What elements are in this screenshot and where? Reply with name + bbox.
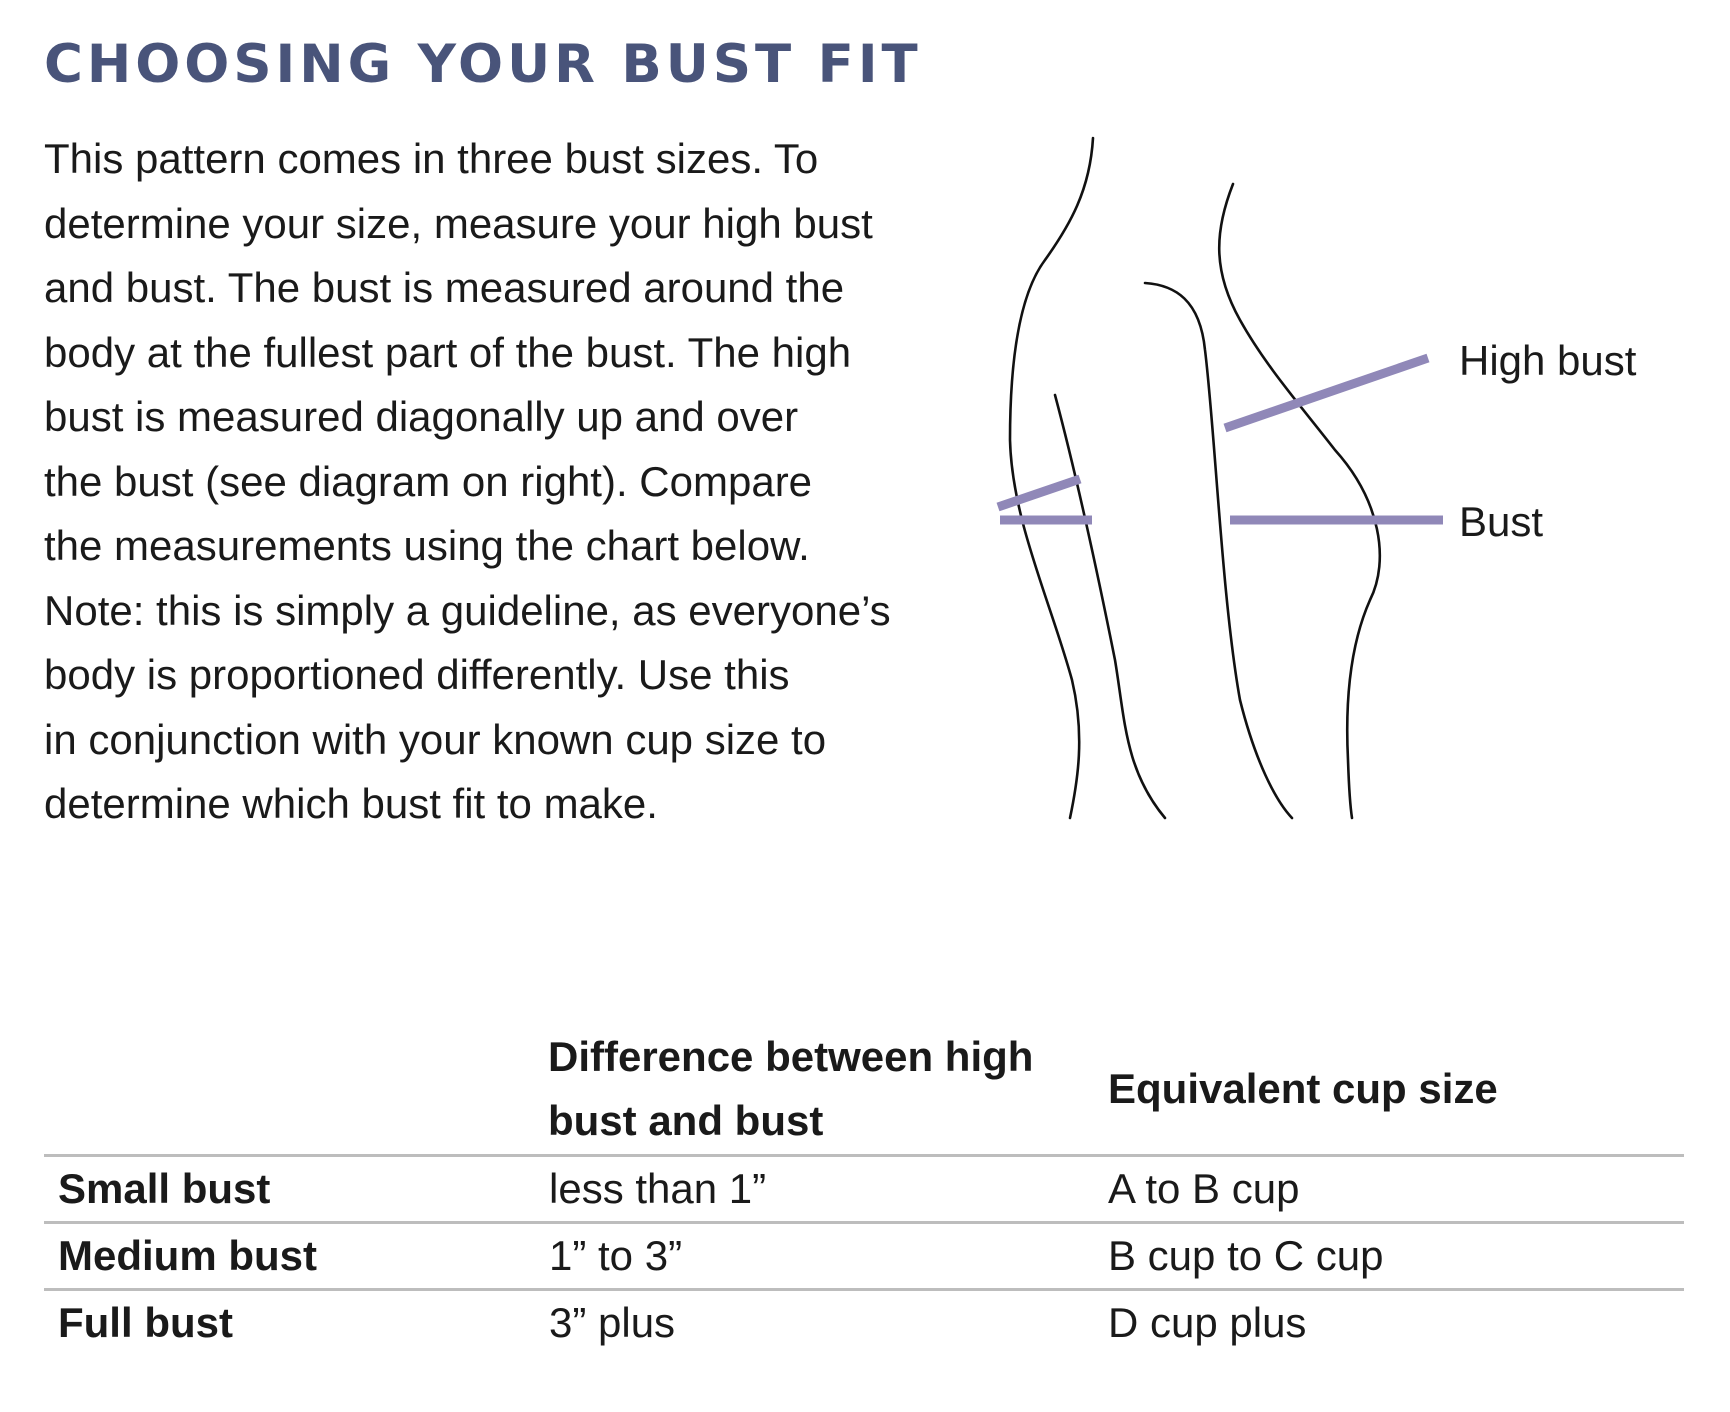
cup-size-cell: A to B cup	[1094, 1156, 1684, 1223]
front-bust-contour	[1219, 184, 1380, 818]
fit-name-cell: Full bust	[58, 1299, 233, 1346]
intro-line: in conjunction with your known cup size to	[44, 715, 827, 763]
arm-inner-line	[1055, 395, 1165, 818]
intro-line: body is proportioned differently. Use this	[44, 651, 790, 698]
cup-size-cell: D cup plus	[1108, 1299, 1307, 1346]
intro-line: the measurements using the chart below.	[44, 522, 810, 569]
table-row	[44, 1223, 1684, 1290]
intro-paragraph	[44, 127, 944, 837]
intro-line: Note: this is simply a guideline, as everyone’s	[44, 586, 891, 634]
table-header-difference: Difference between high bust and bust	[534, 1024, 1094, 1156]
difference-cell: 1” to 3”	[534, 1223, 1094, 1290]
high-bust-measure-line-front	[1225, 358, 1428, 428]
back-contour	[1010, 138, 1093, 818]
bust-label: Bust	[1459, 498, 1544, 545]
intro-line: and bust. The bust is measured around the	[44, 264, 845, 311]
torso-side-line	[1145, 283, 1292, 818]
high-bust-measure-line-back	[998, 479, 1080, 507]
intro-line: bust is measured diagonally up and over	[44, 393, 799, 440]
intro-line: determine which bust fit to make.	[44, 780, 658, 827]
intro-line: the bust (see diagram on right). Compare	[44, 457, 813, 505]
table-header-cup-size: Equivalent cup size	[1094, 1024, 1684, 1156]
table-row	[44, 1156, 1684, 1223]
intro-line: This pattern comes in three bust sizes. To	[44, 135, 819, 182]
table-header-row	[44, 1024, 1684, 1156]
intro-line: determine your size, measure your high bust	[44, 199, 873, 247]
high-bust-label: High bust	[1459, 337, 1637, 384]
bust-measurement-diagram	[980, 130, 1700, 830]
cup-size-cell: B cup to C cup	[1094, 1223, 1684, 1290]
difference-cell: less than 1”	[534, 1156, 1094, 1223]
body-outline-illustration	[980, 130, 1700, 830]
fit-name-cell: Small bust	[44, 1156, 534, 1223]
table-row	[44, 1290, 1684, 1356]
table-header-fit	[44, 1024, 534, 1156]
fit-name-cell: Medium bust	[44, 1223, 534, 1290]
intro-line: body at the fullest part of the bust. The high	[44, 328, 852, 376]
bust-fit-table	[44, 1024, 1684, 1355]
difference-cell: 3” plus	[534, 1290, 1094, 1356]
page-title: CHOOSING YOUR BUST FIT	[44, 34, 922, 95]
